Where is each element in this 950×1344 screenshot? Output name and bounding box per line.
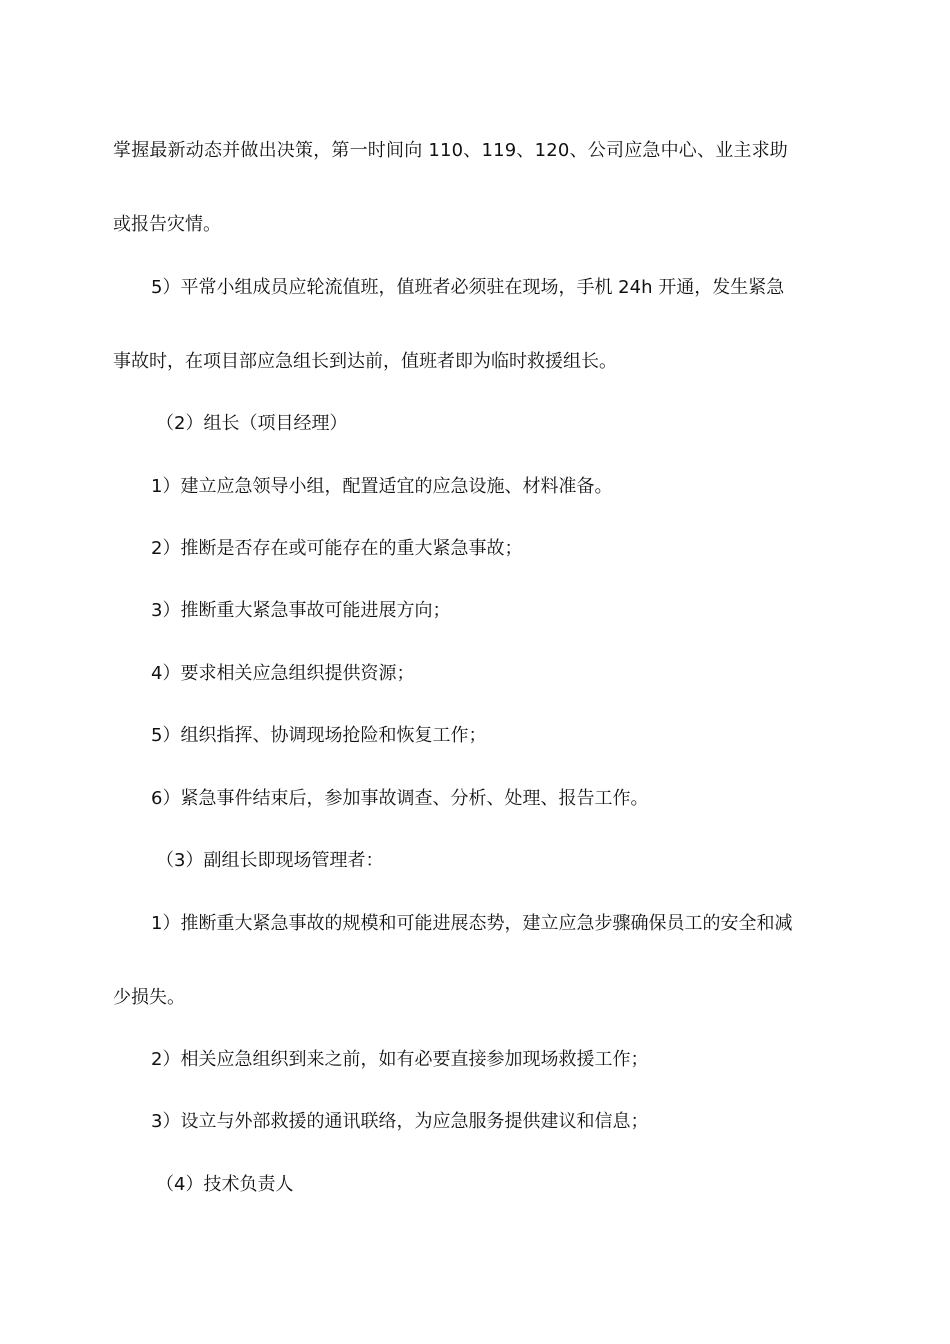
paragraph-line: 掌握最新动态并做出决策，第一时间向 110、119、120、公司应急中心、业主求助 [113,140,788,161]
list-item: 3）设立与外部救援的通讯联络，为应急服务提供建议和信息； [151,1111,649,1132]
list-item: 2）推断是否存在或可能存在的重大紧急事故； [151,538,523,559]
list-item: 4）要求相关应急组织提供资源； [151,663,415,684]
list-item: 5）组织指挥、协调现场抢险和恢复工作； [151,725,487,746]
paragraph-line: 少损失。 [113,987,185,1008]
list-item: 1）建立应急领导小组，配置适宜的应急设施、材料准备。 [151,476,613,497]
list-item: 1）推断重大紧急事故的规模和可能进展态势，建立应急步骤确保员工的安全和减 [151,913,793,934]
list-item: 3）推断重大紧急事故可能进展方向； [151,600,451,621]
list-item: 2）相关应急组织到来之前，如有必要直接参加现场救援工作； [151,1049,649,1070]
section-heading: （3）副组长即现场管理者： [156,850,384,871]
paragraph-line: 5）平常小组成员应轮流值班，值班者必须驻在现场，手机 24h 开通，发生紧急 [151,277,785,298]
paragraph-line: 或报告灾情。 [113,214,221,235]
list-item: 6）紧急事件结束后，参加事故调查、分析、处理、报告工作。 [151,788,649,809]
paragraph-line: 事故时，在项目部应急组长到达前，值班者即为临时救援组长。 [113,351,617,372]
section-heading: （4）技术负责人 [156,1174,294,1195]
section-heading: （2）组长（项目经理） [156,413,348,434]
